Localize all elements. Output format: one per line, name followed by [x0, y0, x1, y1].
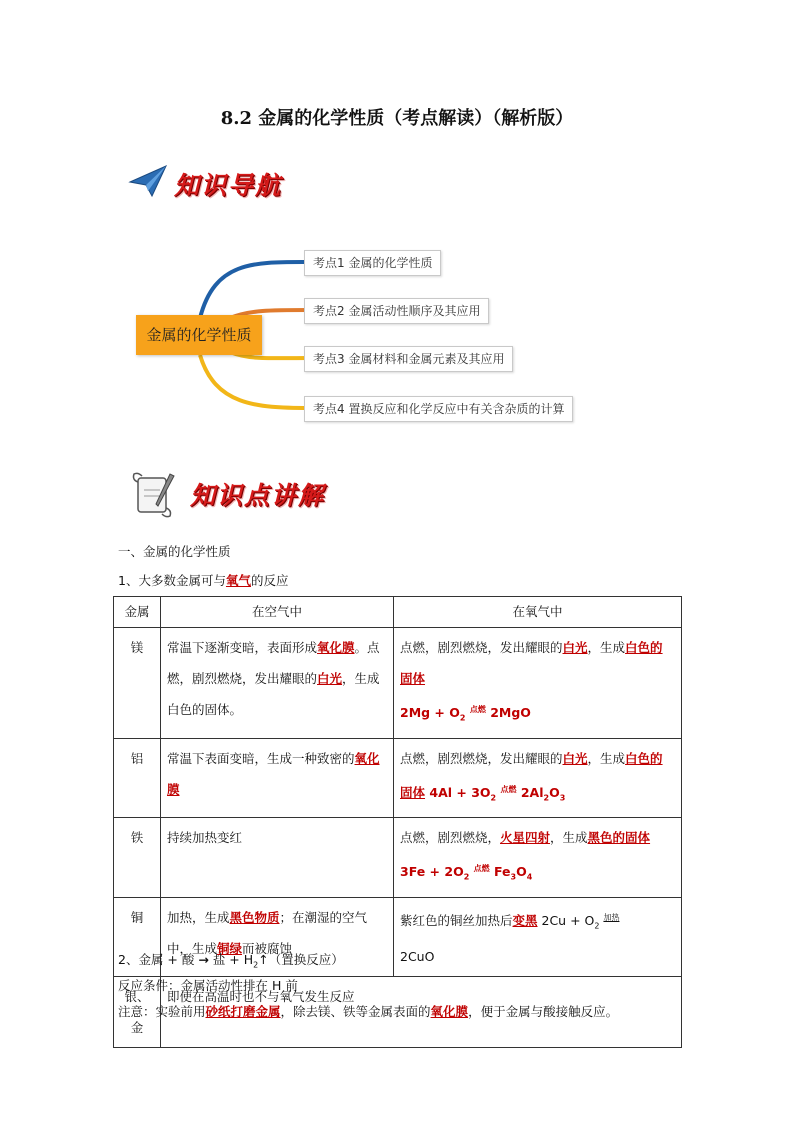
equation: $2Mg + O_2$ $^{点燃}$ 2MgO — [400, 705, 531, 723]
table-row — [114, 738, 682, 818]
mindmap-branch-3: 考点3 金属材料和金属元素及其应用 — [304, 346, 513, 372]
banner-knowledge-nav: 知识导航 — [174, 171, 283, 200]
cell-metal: 铝 — [114, 738, 161, 818]
table-row — [114, 628, 682, 739]
cell-air: 持续加热变红 — [161, 818, 394, 898]
table-header-row — [114, 597, 682, 628]
cell-air: 加热，生成黑色物质；在潮湿的空气中，生成铜绿而被腐蚀 — [161, 897, 394, 977]
subsection-2: 2、金属 + 酸 → 盐 + $H_2↑$（置换反应） — [118, 952, 344, 970]
cell-air: 即使在高温时也不与氧气发生反应 — [161, 977, 682, 1048]
keyword-oxygen: 氧气 — [225, 573, 251, 588]
mindmap-branch-2: 考点2 金属活动性顺序及其应用 — [304, 298, 489, 324]
cell-metal: 铜 — [114, 897, 161, 977]
reaction-condition: 反应条件：金属活动性排在 H 前 — [118, 978, 298, 993]
cell-metal: 镁 — [114, 628, 161, 739]
cell-air: 常温下逐渐变暗，表面形成氧化膜。点燃，剧烈燃烧，发出耀眼的白光，生成白色的固体。 — [161, 628, 394, 739]
cell-oxygen: 点燃，剧烈燃烧，火星四射，生成黑色的固体 $3Fe + 2O_2$ $^{点燃}$ $Fe_3O_4$ — [394, 818, 682, 898]
page-title: 8.2 金属的化学性质（考点解读）（解析版） — [220, 108, 574, 129]
cell-oxygen: 紫红色的铜丝加热后变黑 $2Cu + O_2$ $^{加热}$ 2CuO — [394, 897, 682, 977]
scroll-quill-icon — [130, 470, 176, 520]
section-heading: 一、金属的化学性质 — [118, 544, 231, 559]
header-air: 在空气中 — [161, 597, 394, 628]
subsection-1-text: 1、大多数金属可与 — [118, 573, 226, 588]
banner-knowledge-explain: 知识点讲解 — [190, 481, 326, 510]
mindmap-connectors — [0, 0, 794, 440]
cell-metal: 银、金 — [114, 977, 161, 1048]
header-metal: 金属 — [114, 597, 161, 628]
cell-metal: 铁 — [114, 818, 161, 898]
cell-oxygen: 点燃，剧烈燃烧，发出耀眼的白光，生成白色的固体 $2Mg + O_2$ $^{点燃}$ 2MgO — [394, 628, 682, 739]
table-row — [114, 818, 682, 898]
equation: $3Fe + 2O_2$ $^{点燃}$ $Fe_3O_4$ — [400, 864, 533, 882]
header-oxygen: 在氧气中 — [394, 597, 682, 628]
note: 注意：实验前用砂纸打磨金属，除去镁、铁等金属表面的氧化膜，便于金属与酸接触反应。 — [118, 1004, 619, 1019]
subsection-1-tail: 的反应 — [250, 573, 289, 588]
subsection-1 — [118, 571, 289, 589]
mindmap-center-node: 金属的化学性质 — [136, 315, 262, 355]
equation: $4Al + 3O_2$ $^{点燃}$ $2Al_2O_3$ — [425, 784, 566, 802]
cell-air: 常温下表面变暗，生成一种致密的氧化膜 — [161, 738, 394, 818]
cell-oxygen: 点燃，剧烈燃烧，发出耀眼的白光，生成白色的固体 $4Al + 3O_2$ $^{点燃}$ $2Al_2O_3$ — [394, 738, 682, 818]
mindmap-branch-1: 考点1 金属的化学性质 — [304, 250, 441, 276]
mindmap-branch-4: 考点4 置换反应和化学反应中有关含杂质的计算 — [304, 396, 573, 422]
